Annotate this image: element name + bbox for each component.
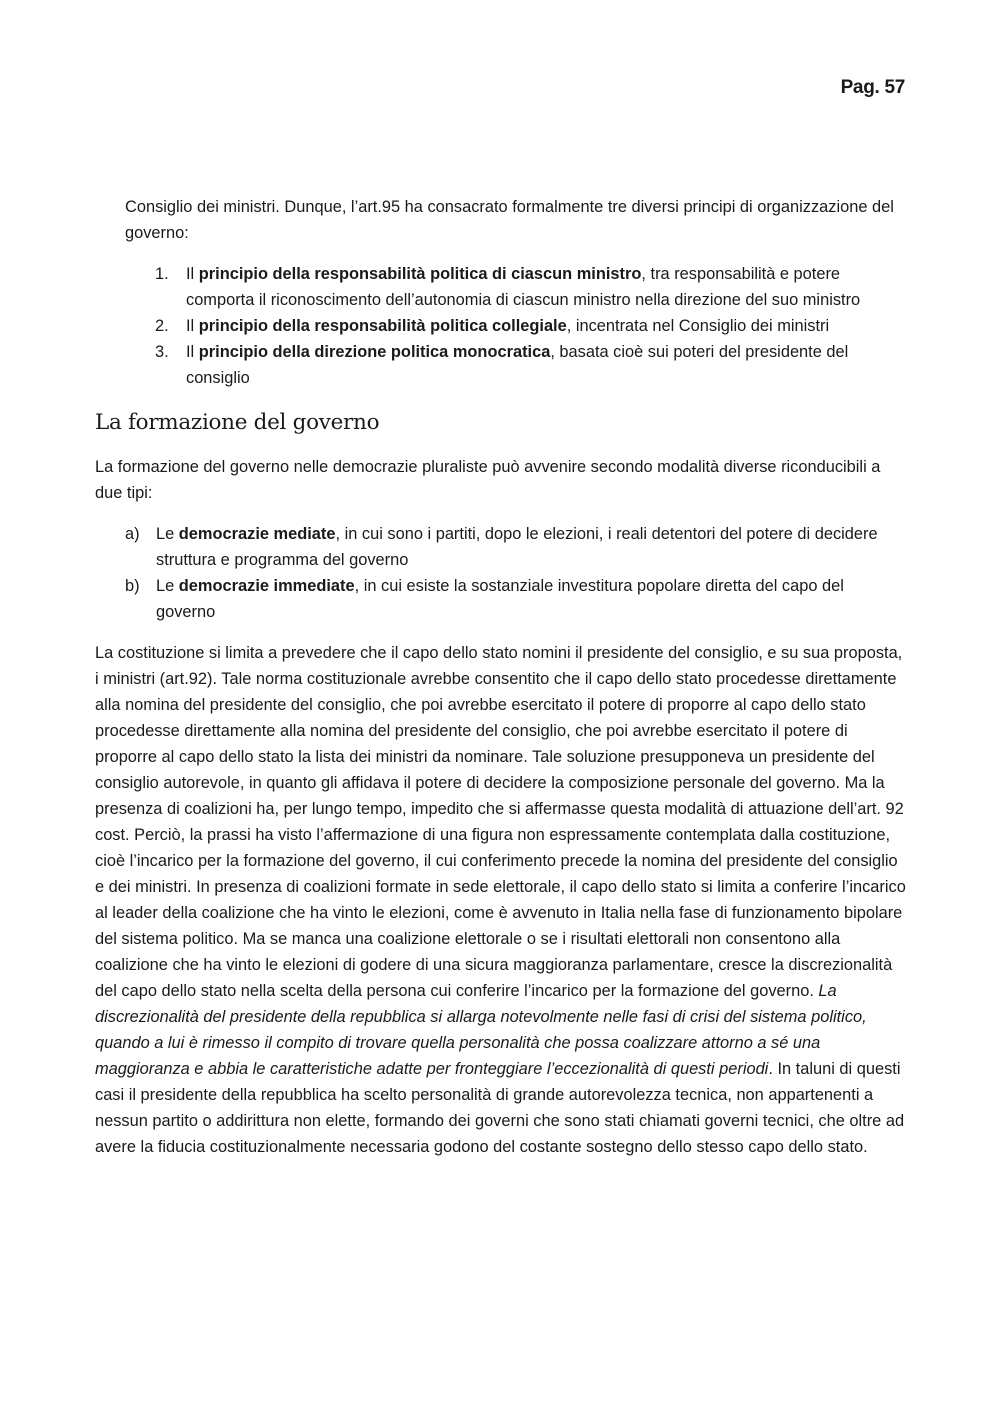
list-item [95,313,907,339]
list-item-text: , in cui sono i partiti, dopo le elezioni, i reali detentori del potere di decidere struttura e programma del governo [156,525,878,569]
list-item [95,339,907,391]
paragraph: La formazione del governo nelle democrazie pluraliste può avvenire secondo modalità diverse riconducibili a due tipi: [95,458,881,502]
section-heading: La formazione del governo [95,410,380,435]
list-letter: b) [125,577,140,595]
list-item-text: , in cui esiste la sostanziale investitura popolare diretta del capo del governo [156,577,844,621]
intro-paragraph: Consiglio dei ministri. Dunque, l’art.95 ha consacrato formalmente tre diversi principi di organizzazione del governo: [125,198,894,242]
list-item-bold: principio della responsabilità politica collegiale [198,317,567,335]
list-item-bold: principio della direzione politica monocratica [198,343,551,361]
body-paragraph [95,640,907,1160]
list-item-prefix: Il [186,343,199,361]
list-item-text: , basata cioè sui poteri del presidente del consiglio [186,343,849,387]
list-item [95,521,907,573]
list-item-text: , incentrata nel Consiglio dei ministri [566,317,830,335]
page-number: Pag. 57 [840,77,905,98]
types-list [95,521,907,625]
paragraph-text: . In taluni di questi casi il presidente della repubblica ha scelto personalità di grande autorevolezza tecnica, non appartenenti a nessun partito o addirittura non elette, formando dei governi che sono stati chiamati governi tecnici, che oltre ad avere la fiducia costituzionalmente necessaria godono del costante sostegno dello stesso capo dello stato. [95,1060,905,1156]
principles-list [95,261,907,391]
list-number: 2. [155,317,169,335]
list-item-prefix: Le [156,577,179,595]
paragraph-text: La costituzione si limita a prevedere che il capo dello stato nomini il presidente del consiglio, e su sua proposta, i ministri (art.92). Tale norma costituzionale avrebbe consentito che il capo dello stato procedesse direttamente alla nomina del presidente del consiglio, che poi avrebbe esercitato il potere di proporre al capo dello stato procedesse direttamente alla nomina del presidente del consiglio, che poi avrebbe esercitato il potere di proporre al capo dello stato la lista dei ministri da nominare. Tale soluzione presupponeva un presidente del consiglio autorevole, in quanto gli affidava il potere di decidere la composizione personale del governo. Ma la presenza di coalizioni ha, per lungo tempo, impedito che si affermasse questa modalità di attuazione dell’art. 92 cost. Perciò, la prassi ha visto l’affermazione di una figura non espressamente contemplata dalla costituzione, cioè l’incarico per la formazione del governo, il cui conferimento precede la nomina del presidente del consiglio e dei ministri. In presenza di coalizioni formate in sede elettorale, il capo dello stato si limita a conferire l’incarico al leader della coalizione che ha vinto le elezioni, come è avvenuto in Italia nella fase di funzionamento bipolare del sistema politico. Ma se manca una coalizione elettorale o se i risultati elettorali non consentono alla coalizione che ha vinto le elezioni di godere di una sicura maggioranza parlamentare, cresce la discrezionalità del capo dello stato nella scelta della persona cui conferire l’incarico per la formazione del governo. [95,644,906,1000]
list-item [95,261,907,313]
list-letter: a) [125,525,140,543]
list-item-prefix: Le [156,525,179,543]
list-item-bold: democrazie immediate [178,577,355,595]
page-content [95,194,907,1160]
list-item-bold: principio della responsabilità politica di ciascun ministro [198,265,642,283]
list-number: 3. [155,343,169,361]
list-item-prefix: Il [186,317,199,335]
paragraph-italic: La discrezionalità del presidente della repubblica si allarga notevolmente nelle fasi di crisi del sistema politico, quando a lui è rimesso il compito di trovare quella personalità che possa coalizzare attorno a sé una maggioranza e abbia le caratteristiche adatte per fronteggiare l’eccezionalità di questi periodi [95,982,867,1078]
list-item-bold: democrazie mediate [178,525,336,543]
list-item-text: , tra responsabilità e potere comporta il riconoscimento dell’autonomia di ciascun ministro nella direzione del suo ministro [186,265,861,309]
list-item [95,573,907,625]
list-item-prefix: Il [186,265,199,283]
list-number: 1. [155,265,169,283]
